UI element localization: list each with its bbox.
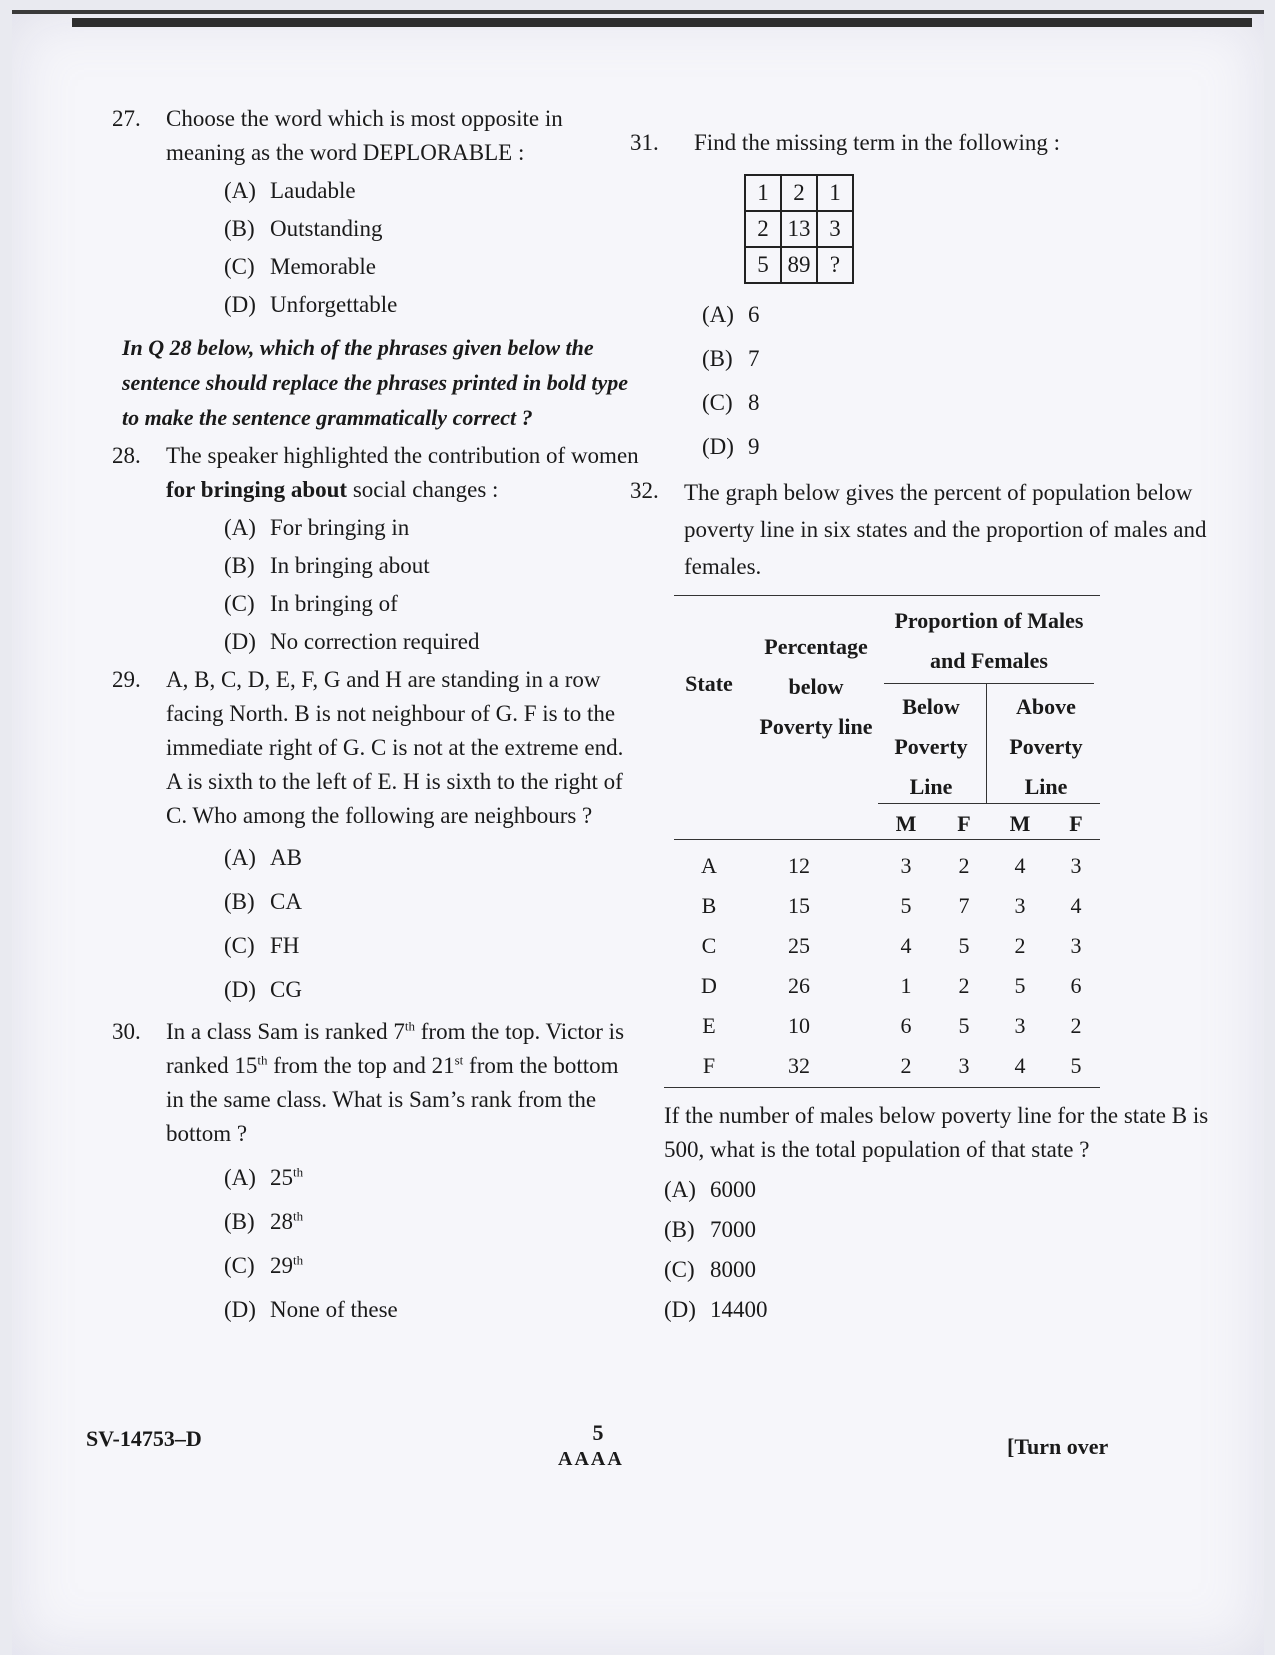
question-number: 31. [630, 130, 659, 155]
cell-percentage: 10 [788, 1013, 810, 1038]
number-grid [744, 174, 854, 284]
question-text [166, 1015, 642, 1151]
option-text: 28 [270, 1209, 293, 1234]
option[interactable] [702, 298, 1210, 332]
option[interactable] [664, 1213, 1210, 1247]
option[interactable] [224, 549, 642, 583]
cell-above-f: 2 [1070, 1013, 1082, 1038]
cell-below-f: 2 [958, 853, 970, 878]
header-line: Poverty [1009, 734, 1083, 759]
header-line: Proportion of Males [894, 608, 1084, 633]
option-text: CG [270, 977, 302, 1002]
question-number: 30. [112, 1019, 141, 1044]
scan-edge-bar [72, 18, 1252, 27]
table-body [664, 843, 1104, 1083]
cell-above-f: 3 [1070, 853, 1082, 878]
option-label: (A) [224, 178, 256, 203]
question-text-part: from the top and 21 [267, 1053, 455, 1078]
header-above [990, 687, 1102, 807]
below-above-divider [986, 683, 987, 803]
option-text: For bringing in [270, 515, 410, 540]
cell-above-m: 4 [1014, 853, 1026, 878]
option-text: No correction required [270, 629, 480, 654]
question-text [166, 439, 642, 507]
option-text: None of these [270, 1297, 398, 1322]
option[interactable] [224, 973, 642, 1007]
option-label: (D) [224, 977, 256, 1002]
table-top-rule [674, 595, 1100, 596]
option[interactable] [224, 212, 642, 246]
header-f: F [1069, 811, 1083, 836]
grid-cell: 5 [745, 247, 781, 283]
header-line: Poverty [894, 734, 968, 759]
header-percentage [746, 627, 886, 747]
cell-below-m: 6 [900, 1013, 912, 1038]
option-label: (A) [664, 1177, 696, 1202]
option-text: In bringing about [270, 553, 430, 578]
question-number: 28. [112, 443, 141, 468]
question-text-part: In a class Sam is ranked 7 [166, 1019, 405, 1044]
cell-above-m: 5 [1014, 973, 1026, 998]
cell-above-f: 4 [1070, 893, 1082, 918]
option-label: (C) [224, 933, 255, 958]
cell-below-f: 3 [958, 1053, 970, 1078]
option[interactable] [224, 288, 642, 322]
grid-cell: 1 [745, 175, 781, 211]
table-row [664, 883, 1104, 923]
option-label: (D) [224, 1297, 256, 1322]
question-text: Find the missing term in the following : [694, 130, 1061, 155]
cell-above-m: 4 [1014, 1053, 1026, 1078]
option[interactable] [664, 1253, 1210, 1287]
option[interactable] [224, 1249, 642, 1283]
option-label: (A) [702, 302, 734, 327]
question-text-plain: The speaker highlighted the contribution of women [166, 443, 639, 468]
option[interactable] [664, 1293, 1210, 1327]
question-number: 27. [112, 106, 141, 131]
option-label: (B) [224, 216, 255, 241]
option-label: (C) [224, 254, 255, 279]
option-label: (C) [664, 1257, 695, 1282]
option[interactable] [702, 342, 1210, 376]
table-row [664, 923, 1104, 963]
cell-above-f: 3 [1070, 933, 1082, 958]
grid-cell: 1 [817, 175, 853, 211]
question-text-end: social changes : [352, 477, 499, 502]
question-32-prompt: If the number of males below poverty line for the state B is 500, what is the total population of that state ? [664, 1103, 1209, 1162]
cell-below-m: 5 [900, 893, 912, 918]
option-label: (B) [224, 1209, 255, 1234]
header-line: Line [909, 774, 953, 799]
header-line: Below [902, 694, 960, 719]
series-marks: AAAA [558, 1448, 624, 1470]
option-text: Laudable [270, 178, 356, 203]
question-text: Choose the word which is most opposite in meaning as the word DEPLORABLE : [166, 106, 563, 165]
cell-percentage: 12 [788, 853, 810, 878]
cell-below-f: 7 [958, 893, 970, 918]
table-row [664, 1043, 1104, 1083]
header-line: Poverty line [759, 714, 873, 739]
header-line: Above [1016, 694, 1076, 719]
grid-cell: 2 [745, 211, 781, 247]
cell-below-m: 2 [900, 1053, 912, 1078]
header-f: F [957, 811, 971, 836]
option[interactable] [224, 929, 642, 963]
question-31 [630, 126, 1210, 464]
header-line: and Females [930, 648, 1048, 673]
option-text: 7000 [710, 1217, 756, 1242]
option[interactable] [224, 885, 642, 919]
option[interactable] [702, 430, 1210, 464]
grid-cell: 13 [781, 211, 817, 247]
option-label: (C) [702, 390, 733, 415]
option-text: 9 [748, 434, 760, 459]
option-text: Outstanding [270, 216, 383, 241]
option-text: Memorable [270, 254, 377, 279]
cell-below-f: 5 [958, 933, 970, 958]
option[interactable] [224, 174, 642, 208]
header-state: State [685, 671, 733, 696]
cell-state: A [701, 853, 717, 878]
option-label: (A) [224, 515, 256, 540]
header-m: M [1009, 811, 1031, 836]
option-label: (D) [224, 629, 256, 654]
option[interactable] [224, 511, 642, 545]
grid-cell-missing: ? [817, 247, 853, 283]
option-text: 14400 [710, 1297, 768, 1322]
option-label: (B) [224, 553, 255, 578]
option-text: 8000 [710, 1257, 756, 1282]
option[interactable] [224, 625, 642, 659]
ordinal-suffix: th [293, 1208, 304, 1224]
turn-over: [Turn over [1007, 1434, 1109, 1459]
grid-cell: 3 [817, 211, 853, 247]
header-bottom-rule [674, 839, 1100, 840]
cell-percentage: 26 [788, 973, 810, 998]
option-text: FH [270, 933, 300, 958]
option-text: 25 [270, 1165, 293, 1190]
option[interactable] [664, 1173, 1210, 1207]
ordinal-suffix: st [454, 1052, 464, 1068]
option-text: 6 [748, 302, 760, 327]
header-line: below [788, 674, 844, 699]
question-30 [112, 1015, 642, 1327]
cell-below-m: 4 [900, 933, 912, 958]
header-line: Percentage [764, 634, 868, 659]
option[interactable] [702, 386, 1210, 420]
option-text: Unforgettable [270, 292, 398, 317]
cell-percentage: 15 [788, 893, 810, 918]
option-label: (D) [224, 292, 256, 317]
option[interactable] [224, 250, 642, 284]
option-label: (C) [224, 591, 255, 616]
cell-state: E [702, 1013, 716, 1038]
left-column [112, 102, 642, 1331]
question-28 [112, 439, 642, 659]
cell-percentage: 25 [788, 933, 810, 958]
option-text: AB [270, 845, 302, 870]
question-number: 29. [112, 667, 141, 692]
option-label: (D) [702, 434, 734, 459]
option-label: (C) [224, 1253, 255, 1278]
cell-below-m: 3 [900, 853, 912, 878]
question-text: The graph below gives the percent of population below poverty line in six states and the proportion of males and females. [684, 480, 1207, 579]
grid-cell: 2 [781, 175, 817, 211]
cell-below-m: 1 [900, 973, 912, 998]
question-text-part: from the top. Victor is ranked 15 [166, 1019, 625, 1078]
option-label: (A) [224, 845, 256, 870]
right-column [630, 126, 1210, 1331]
cell-state: D [701, 973, 717, 998]
option-text: 8 [748, 390, 760, 415]
option-label: (A) [224, 1165, 256, 1190]
question-32 [630, 474, 1210, 1327]
option-label: (B) [224, 889, 255, 914]
cell-below-f: 2 [958, 973, 970, 998]
cell-percentage: 32 [788, 1053, 810, 1078]
page-number: 5 [592, 1420, 604, 1445]
option[interactable] [224, 841, 642, 875]
cell-below-f: 5 [958, 1013, 970, 1038]
option-label: (B) [702, 346, 733, 371]
table-row [664, 843, 1104, 883]
poverty-data-table [664, 591, 1104, 1099]
question-27 [112, 102, 642, 322]
instruction-q28: In Q 28 below, which of the phrases given below the sentence should replace the phrases printed in bold type to make the sentence grammatically correct ? [122, 335, 628, 430]
option[interactable] [224, 1205, 642, 1239]
question-29 [112, 663, 642, 1007]
option-label: (B) [664, 1217, 695, 1242]
ordinal-suffix: th [404, 1018, 416, 1034]
table-row [664, 1003, 1104, 1043]
paper-code: SV-14753–D [86, 1426, 202, 1451]
ordinal-suffix: th [293, 1164, 304, 1180]
table-row [664, 963, 1104, 1003]
cell-state: F [702, 1053, 716, 1078]
cell-above-m: 3 [1014, 893, 1026, 918]
cell-above-m: 2 [1014, 933, 1026, 958]
exam-page [12, 10, 1264, 1655]
option-text: In bringing of [270, 591, 398, 616]
ordinal-suffix: th [257, 1052, 268, 1068]
option-text: 29 [270, 1253, 293, 1278]
question-text-part: from the bottom in the same class. What is Sam’s rank from the bottom ? [166, 1053, 619, 1146]
cell-state: B [701, 893, 717, 918]
cell-above-m: 3 [1014, 1013, 1026, 1038]
header-m: M [895, 811, 917, 836]
mf-rule [878, 803, 1100, 804]
cell-state: C [701, 933, 717, 958]
ordinal-suffix: th [293, 1252, 304, 1268]
header-proportion [874, 601, 1104, 681]
option-text: 7 [748, 346, 760, 371]
option-text: CA [270, 889, 302, 914]
grid-cell: 89 [781, 247, 817, 283]
proportion-rule [884, 683, 1094, 684]
cell-above-f: 6 [1070, 973, 1082, 998]
option-text: 6000 [710, 1177, 756, 1202]
table-bottom-rule [664, 1087, 1100, 1088]
option[interactable] [224, 1293, 642, 1327]
question-text: A, B, C, D, E, F, G and H are standing in a row facing North. B is not neighbour of G. F is to the immediate right of G. C is not at the extreme end. A is sixth to the left of E. H is sixth to the right of C. Who among the following are neighbours ? [166, 667, 624, 828]
option[interactable] [224, 1161, 642, 1195]
question-text-bold: for bringing about [166, 477, 348, 502]
header-below [876, 687, 986, 807]
option-label: (D) [664, 1297, 696, 1322]
header-line: Line [1024, 774, 1068, 799]
cell-above-f: 5 [1070, 1053, 1082, 1078]
option[interactable] [224, 587, 642, 621]
question-number: 32. [630, 478, 659, 503]
